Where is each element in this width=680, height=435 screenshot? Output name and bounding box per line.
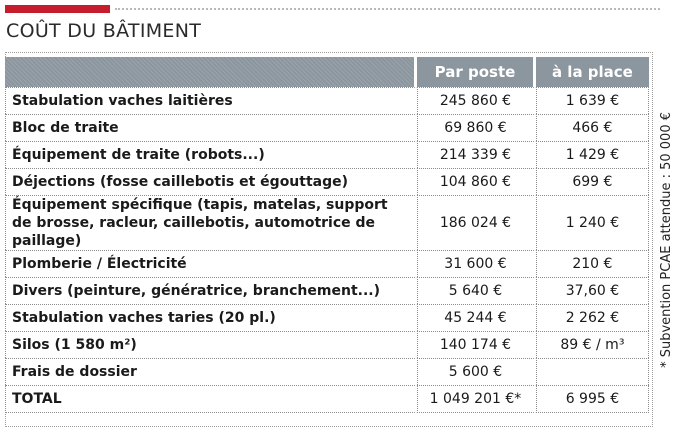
row-a-la-place: 210 €	[536, 250, 649, 277]
row-a-la-place: 37,60 €	[536, 277, 649, 304]
row-label: Bloc de traite	[5, 114, 417, 141]
row-par-poste: 31 600 €	[417, 250, 536, 277]
title-dotted-rule	[115, 8, 660, 10]
row-label: Silos (1 580 m²)	[5, 331, 417, 358]
row-label: Divers (peinture, génératrice, branchement...)	[5, 277, 417, 304]
row-label: Déjections (fosse caillebotis et égouttage)	[5, 168, 417, 195]
subsidy-footnote-text: * Subvention PCAE attendue : 50 000 €	[658, 112, 674, 368]
header-par-poste: Par poste	[417, 57, 536, 87]
row-par-poste: 5 640 €	[417, 277, 536, 304]
row-a-la-place: 2 262 €	[536, 304, 649, 331]
table-row	[5, 168, 649, 195]
table-row	[5, 87, 649, 114]
header-label-cell	[5, 57, 417, 87]
row-par-poste: 69 860 €	[417, 114, 536, 141]
total-a-la-place: 6 995 €	[536, 385, 649, 413]
row-label: Stabulation vaches laitières	[5, 87, 417, 114]
row-label: Équipement spécifique (tapis, matelas, support de brosse, racleur, caillebotis, automotrice de paillage)	[5, 195, 417, 250]
table-row	[5, 141, 649, 168]
row-a-la-place: 699 €	[536, 168, 649, 195]
header-row	[5, 57, 649, 87]
row-par-poste: 186 024 €	[417, 195, 536, 250]
row-par-poste: 140 174 €	[417, 331, 536, 358]
row-a-la-place: 1 240 €	[536, 195, 649, 250]
table-row	[5, 277, 649, 304]
total-label: TOTAL	[5, 385, 417, 413]
subsidy-footnote	[655, 55, 677, 425]
total-row	[5, 385, 649, 413]
cost-table	[5, 57, 649, 413]
table-row	[5, 250, 649, 277]
row-par-poste: 5 600 €	[417, 358, 536, 385]
row-label: Stabulation vaches taries (20 pl.)	[5, 304, 417, 331]
table-row	[5, 195, 649, 250]
row-a-la-place: 466 €	[536, 114, 649, 141]
row-a-la-place: 89 € / m³	[536, 331, 649, 358]
row-label: Frais de dossier	[5, 358, 417, 385]
row-a-la-place: 1 639 €	[536, 87, 649, 114]
table-row	[5, 114, 649, 141]
row-a-la-place: 1 429 €	[536, 141, 649, 168]
row-a-la-place	[536, 358, 649, 385]
table-row	[5, 358, 649, 385]
row-par-poste: 214 339 €	[417, 141, 536, 168]
row-label: Équipement de traite (robots...)	[5, 141, 417, 168]
table-row	[5, 304, 649, 331]
total-par-poste: 1 049 201 €*	[417, 385, 536, 413]
row-par-poste: 104 860 €	[417, 168, 536, 195]
table-title: COÛT DU BÂTIMENT	[6, 20, 202, 42]
table-row	[5, 331, 649, 358]
header-a-la-place: à la place	[536, 57, 649, 87]
row-par-poste: 245 860 €	[417, 87, 536, 114]
row-label: Plomberie / Électricité	[5, 250, 417, 277]
row-par-poste: 45 244 €	[417, 304, 536, 331]
title-accent-bar	[5, 5, 110, 13]
